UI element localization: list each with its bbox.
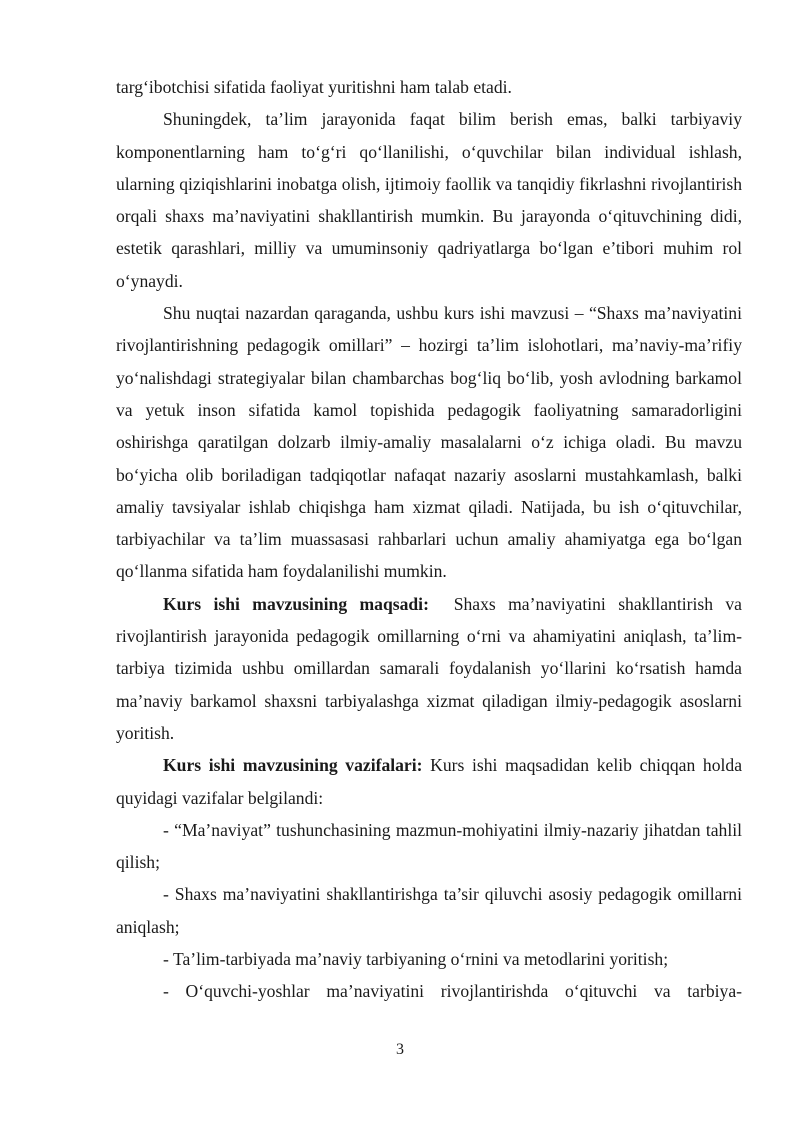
paragraph-tasks	[116, 749, 742, 814]
goal-heading: Kurs ishi mavzusining maqsadi:	[163, 593, 429, 614]
list-item: - Ta’lim-tarbiyada ma’naviy tarbiyaning o‘rnini va metodlarini yoritish;	[163, 949, 669, 970]
paragraph-goal	[116, 588, 742, 749]
paragraph-intro: Shuningdek, ta’lim jarayonida faqat bilim berish emas, balki tarbiyaviy komponentlarning ham to‘g‘ri qo‘llanilishi, o‘quvchilar bilan individual ishlash, ularning qiziqishlarini inobatga olish, ijtimoiy faollik va tanqidiy fikrlashni rivojlantirish orqali shaxs ma’naviyatini shakllantirish mumkin. Bu jarayonda o‘qituvchining didi, estetik qarashlari, milliy va umuminsoniy qadriyatlarga bo‘lgan e’tibori muhim rol o‘ynaydi.	[116, 109, 742, 291]
goal-text: Shaxs ma’naviyatini shakllantirish va rivojlantirish jarayonida pedagogik omillarning o‘rni va ahamiyatini aniqlash, ta’lim-tarbiya tizimida ushbu omillardan samarali foydalanish yo‘llarini ko‘rsatish hamda ma’naviy barkamol shaxsni tarbiyalashga xizmat qiladigan ilmiy-pedagogik asoslarni yoritish.	[116, 593, 742, 743]
tasks-heading: Kurs ishi mavzusining vazifalari:	[163, 755, 423, 776]
list-item: - Shaxs ma’naviyatini shakllantirishga ta’sir qiluvchi asosiy pedagogik omillarni aniqlash;	[116, 884, 742, 937]
paragraph-continuation: targ‘ibotchisi sifatida faoliyat yuritishni ham talab etadi.	[116, 77, 512, 97]
page-number: 3	[396, 1041, 404, 1058]
list-item: - O‘quvchi-yoshlar ma’naviyatini rivojlantirishda o‘qituvchi va tarbiya-	[163, 981, 742, 1002]
body-text	[116, 71, 742, 1008]
tasks-text: Kurs ishi maqsadidan kelib chiqqan holda quyidagi vazifalar belgilandi:	[116, 755, 743, 808]
list-item: - “Ma’naviyat” tushunchasining mazmun-mohiyatini ilmiy-nazariy jihatdan tahlil qilish;	[116, 819, 742, 873]
paragraph-relevance: Shu nuqtai nazardan qaraganda, ushbu kurs ishi mavzusi – “Shaxs ma’naviyatini rivojlantirishning pedagogik omillari” – hozirgi ta’lim islohotlari, ma’naviy-ma’rifiy yo‘nalishdagi strategiyalar bilan chambarchas bog‘liq bo‘lib, yosh avlodning barkamol va yetuk inson sifatida kamol topishida pedagogik faoliyatning samaradorligini oshirishga qaratilgan dolzarb ilmiy-amaliy masalalarni o‘z ichiga oladi. Bu mavzu bo‘yicha olib boriladigan tadqiqotlar nafaqat nazariy asoslarni mustahkamlash, balki amaliy tavsiyalar ishlab chiqishga ham xizmat qiladi. Natijada, bu ish o‘qituvchilar, tarbiyachilar va ta’lim muassasasi rahbarlari uchun amaliy ahamiyatga ega bo‘lgan qo‘llanma sifatida ham foydalanilishi mumkin.	[116, 303, 742, 582]
